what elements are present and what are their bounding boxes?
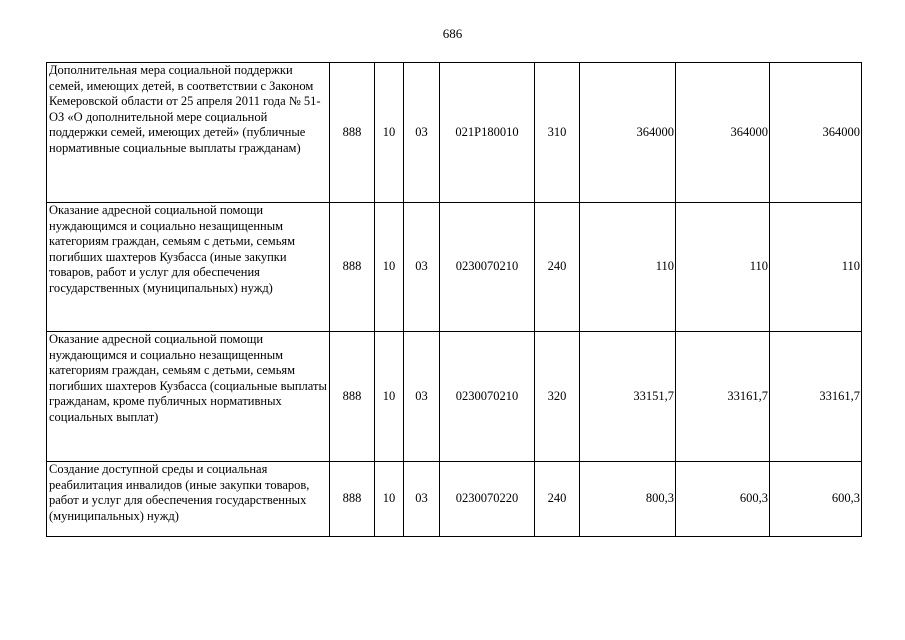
subsection-code: 03 — [404, 462, 440, 537]
amount-year-1: 33151,7 — [580, 332, 676, 462]
row-description: Оказание адресной социальной помощи нуждающимся и социально незащищенным категориям граждан, семьям с детьми, семьям погибших шахтеров Кузбасса (социальные выплаты гражданам, кроме публичных нормативных социальных выплат) — [47, 332, 330, 462]
table-row — [47, 332, 862, 462]
budget-table — [46, 62, 862, 537]
table-row — [47, 203, 862, 332]
table-row — [47, 462, 862, 537]
ministry-code: 888 — [330, 462, 375, 537]
ministry-code: 888 — [330, 203, 375, 332]
ministry-code: 888 — [330, 332, 375, 462]
target-article-code: 0230070210 — [440, 203, 535, 332]
amount-year-2: 364000 — [676, 63, 770, 203]
expense-type-code: 240 — [535, 462, 580, 537]
row-description: Создание доступной среды и социальная реабилитация инвалидов (иные закупки товаров, работ и услуг для обеспечения государственных (муниципальных) нужд) — [47, 462, 330, 537]
table-row — [47, 63, 862, 203]
row-description: Дополнительная мера социальной поддержки семей, имеющих детей, в соответствии с Законом Кемеровской области от 25 апреля 2011 года № 51-ОЗ «О дополнительной мере социальной поддержки семей, имеющих детей» (публичные нормативные социальные выплаты гражданам) — [47, 63, 330, 203]
subsection-code: 03 — [404, 203, 440, 332]
section-code: 10 — [375, 332, 404, 462]
amount-year-2: 110 — [676, 203, 770, 332]
subsection-code: 03 — [404, 63, 440, 203]
amount-year-3: 364000 — [770, 63, 862, 203]
amount-year-1: 110 — [580, 203, 676, 332]
subsection-code: 03 — [404, 332, 440, 462]
amount-year-1: 364000 — [580, 63, 676, 203]
target-article-code: 021P180010 — [440, 63, 535, 203]
amount-year-3: 110 — [770, 203, 862, 332]
amount-year-3: 33161,7 — [770, 332, 862, 462]
section-code: 10 — [375, 462, 404, 537]
expense-type-code: 240 — [535, 203, 580, 332]
target-article-code: 0230070210 — [440, 332, 535, 462]
amount-year-1: 800,3 — [580, 462, 676, 537]
amount-year-3: 600,3 — [770, 462, 862, 537]
expense-type-code: 320 — [535, 332, 580, 462]
ministry-code: 888 — [330, 63, 375, 203]
amount-year-2: 600,3 — [676, 462, 770, 537]
target-article-code: 0230070220 — [440, 462, 535, 537]
amount-year-2: 33161,7 — [676, 332, 770, 462]
row-description: Оказание адресной социальной помощи нуждающимся и социально незащищенным категориям граждан, семьям с детьми, семьям погибших шахтеров Кузбасса (иные закупки товаров, работ и услуг для обеспечения государственных (муниципальных) нужд) — [47, 203, 330, 332]
section-code: 10 — [375, 63, 404, 203]
section-code: 10 — [375, 203, 404, 332]
expense-type-code: 310 — [535, 63, 580, 203]
page-number: 686 — [442, 26, 463, 41]
